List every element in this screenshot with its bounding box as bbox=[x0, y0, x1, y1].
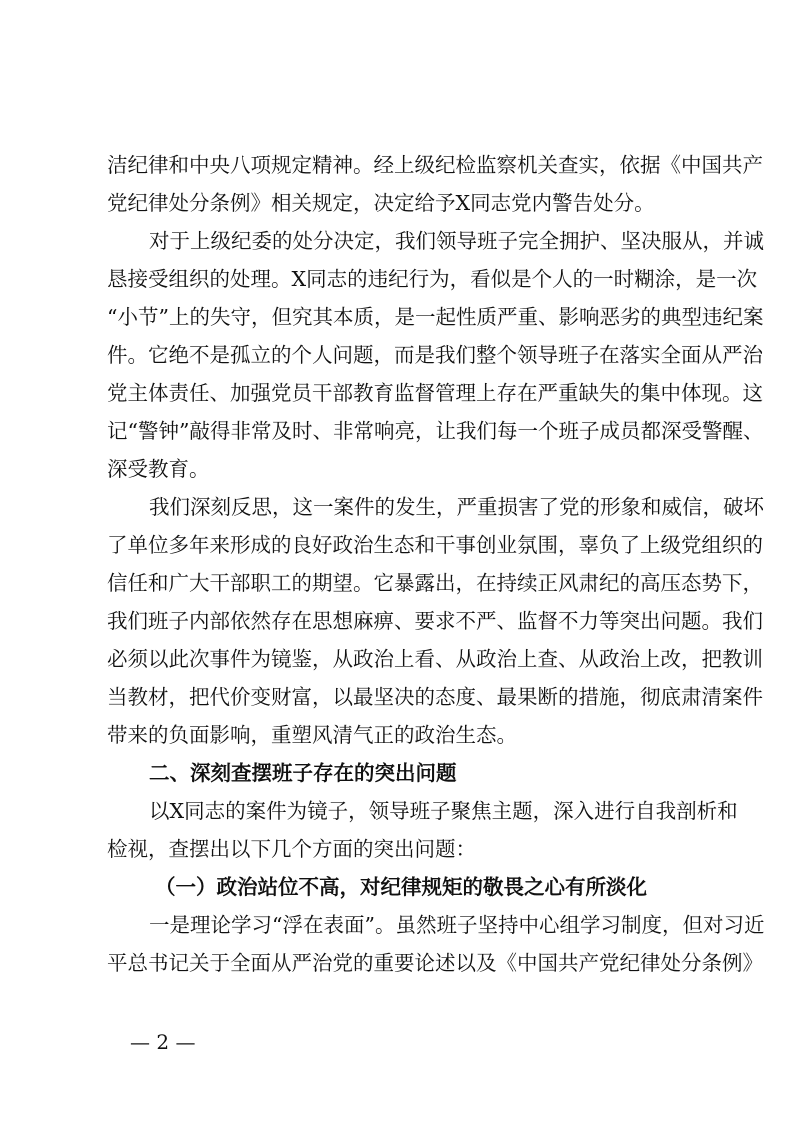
text-line: “小节”上的失守，但究其本质，是一起性质严重、影响恶劣的典型违纪案 bbox=[107, 305, 764, 329]
text-line: 平总书记关于全面从严治党的重要论述以及《中国共产党纪律处分条例》 bbox=[107, 951, 763, 975]
text-line: 党主体责任、加强党员干部教育监督管理上存在严重缺失的集中体现。这 bbox=[107, 381, 763, 405]
text-line: 检视，查摆出以下几个方面的突出问题： bbox=[107, 837, 476, 861]
section-heading: （一）政治站位不高，对纪律规矩的敬畏之心有所淡化 bbox=[155, 875, 647, 899]
text-line: 必须以此次事件为镜鉴，从政治上看、从政治上查、从政治上改，把教训 bbox=[107, 647, 763, 671]
text-line: 一是理论学习“浮在表面”。虽然班子坚持中心组学习制度，但对习近 bbox=[149, 913, 765, 937]
text-line: 当教材，把代价变财富，以最坚决的态度、最果断的措施，彻底肃清案件 bbox=[107, 685, 763, 709]
text-line: 我们深刻反思，这一案件的发生，严重损害了党的形象和威信，破坏 bbox=[149, 495, 764, 519]
text-line: 我们班子内部依然存在思想麻痹、要求不严、监督不力等突出问题。我们 bbox=[107, 609, 763, 633]
text-line: 带来的负面影响，重塑风清气正的政治生态。 bbox=[107, 723, 517, 747]
text-line: 件。它绝不是孤立的个人问题，而是我们整个领导班子在落实全面从严治 bbox=[107, 343, 763, 367]
text-line: 了单位多年来形成的良好政治生态和干事创业氛围，辜负了上级党组织的 bbox=[107, 533, 763, 557]
text-line: 恳接受组织的处理。X同志的违纪行为，看似是个人的一时糊涂，是一次 bbox=[107, 267, 758, 291]
section-heading: 二、深刻查摆班子存在的突出问题 bbox=[149, 761, 457, 785]
text-line: 以X同志的案件为镜子，领导班子聚焦主题，深入进行自我剖析和 bbox=[149, 799, 738, 823]
text-line: 记“警钟”敲得非常及时、非常响亮，让我们每一个班子成员都深受警醒、 bbox=[107, 419, 764, 443]
text-line: 洁纪律和中央八项规定精神。经上级纪检监察机关查实，依据《中国共产 bbox=[107, 153, 763, 177]
text-line: 信任和广大干部职工的期望。它暴露出，在持续正风肃纪的高压态势下， bbox=[107, 571, 763, 595]
page-number: — 2 — bbox=[130, 1030, 196, 1054]
text-line: 对于上级纪委的处分决定，我们领导班子完全拥护、坚决服从，并诚 bbox=[149, 229, 764, 253]
body-text bbox=[107, 146, 765, 982]
text-line: 党纪律处分条例》相关规定，决定给予X同志党内警告处分。 bbox=[107, 191, 655, 215]
text-line: 深受教育。 bbox=[107, 457, 210, 481]
